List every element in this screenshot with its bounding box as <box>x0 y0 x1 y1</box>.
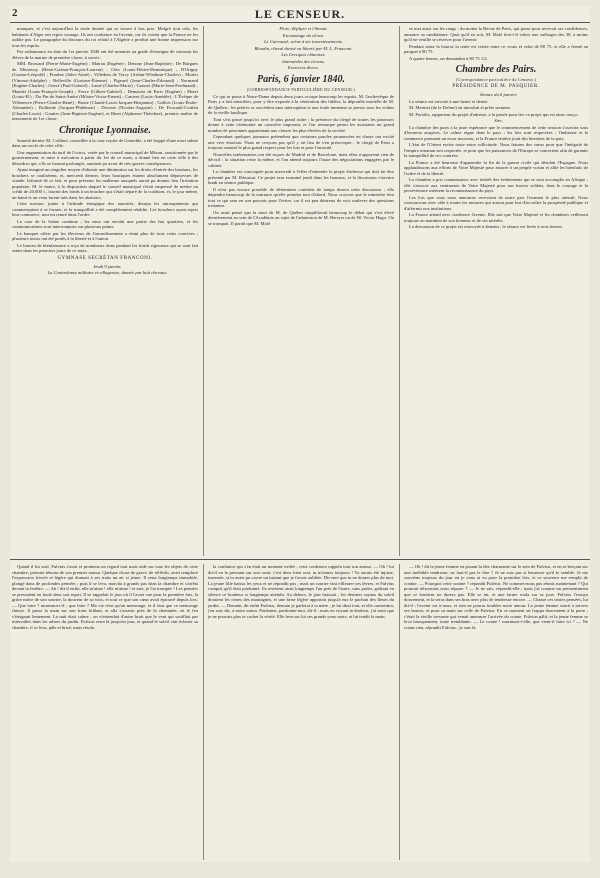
feuilleton-text: la confiance qui s'en était un moment exilée ; cette confiance rappela tout son amour. — Oh ! lui dit-il en la pressant sur son cœur, c'est donc bien vrai, tu m'aimes toujours ! Tu aurais été injuste, insensée, si tu avais pu croire un instant que je t'avais oubliée. Dis-moi que tu ne doutes plus de moi. La jeune fille baissa les yeux et ne répondit pas ; mais un sourire vint effleurer ses lèvres, et Fulvius comprit qu'il était pardonné. Ils restèrent ainsi longtemps l'un près de l'autre, sans parler, goûtant en silence ce bonheur si longtemps attendu. Au dehors, le jour baissait ; les derniers rayons du soleil doraient les cimes des montagnes, et une brise légère apportait jusqu'à eux le parfum des fleurs du jardin. — Demain, dit enfin Fulvius, demain je parlerai à ta mère ; je lui dirai tout, et elle consentira, j'en suis sûr, à notre union. Pardonne, pardonne-moi, dit-il ; mais en voyant ta douleur, j'ai senti que je ne pouvais plus te cacher la vérité. Elle leva sur lui ses grands yeux noirs, et lui tendit la main. <box>208 564 394 619</box>
section-heading-paris: Paris, 6 janvier 1840. <box>256 73 346 85</box>
theatre-program: La Contredanse militaire et villageoise, dansée par huit chevaux. <box>47 270 168 275</box>
article-paragraph: La crue de la Saône continue ; les eaux ont envahi une partie des bas quartiers, et les communications sont interrompues sur plusieurs points. <box>12 218 198 229</box>
feuilleton-separator <box>10 559 590 560</box>
column-divider <box>399 26 400 556</box>
masthead <box>10 6 590 23</box>
article-paragraph: Cependant quelques journaux prétendent que certaines paroles prononcées en chaire ont excité une vive émotion. Nous ne croyons pas qu'il y ait lieu de s'en préoccuper ; le clergé de Paris a toujours montré le plus grand respect pour les lois et pour l'autorité. <box>208 134 394 150</box>
article-paragraph: On avait pensé que la mort de M. de Quélen simplifierait beaucoup le débat qui s'est élevé dernièrement au sein de l'Académie au sujet de l'admission de M. Berryer ou de M. Victor Hugo. On se trompait. Il paraît que M. Molé <box>208 209 394 226</box>
article-paragraph: Il n'est pas encore possible de déterminer combien de temps durera cette discussion ; elle dépendra beaucoup de la tournure qu'elle prendra tout d'abord. Nous croyons que le ministère fera tout ce qui sera en son pouvoir pour l'éviter, car il est peu désireux de voir soulever des questions irritantes. <box>208 186 394 208</box>
column-divider <box>399 564 400 860</box>
program-item: Blondin, cheval dressé en liberté par M. L. Franconi. <box>254 45 353 51</box>
feuilleton-column-1 <box>12 564 198 860</box>
program-item: Intermèdes des clowns. <box>282 58 325 64</box>
column-1 <box>12 26 198 556</box>
program-item: Le Carrousel, scène à six travestissements. <box>264 39 343 44</box>
article-paragraph: Le bureau de bienfaisance a reçu de nombreux dons pendant les froids rigoureux qui se sont fait sentir dans les premiers jours de ce mois. <box>12 242 198 253</box>
column-3 <box>404 26 588 556</box>
page-number: 2 <box>12 7 18 19</box>
program-item: Flore, Zéphyre et l'Amour. <box>279 26 328 31</box>
feuilleton-text: — Oh ! dit la jeune femme en posant la tête charmante sur le sein de Fulvius, et en se berçant sur une ineffable tendresse, ne faut-il pas le dire ? Je ne suis pas si heureuse qu'il le semble. Je me souviens toujours du jour où je vous ai vu pour la première fois, et ce souvenir me remplit de crainte. — Pourquoi cette crainte ? répondit Fulvius. Ne sommes-nous pas réunis maintenant ? Qui pourrait désormais nous séparer ? — Je ne sais, répondit-elle ; mais j'ai comme un pressentiment que ce bonheur ne durera pas. Elle se tut, et une larme roula sur sa joue. Fulvius l'essuya doucement, et la serra dans ses bras avec plus de tendresse encore. — Chasse ces tristes pensées, lui dit-il ; l'avenir est à nous, et rien ne pourra troubler notre amour. La jeune femme sourit à travers ses larmes, et posa sa main sur celle de Fulvius. En ce moment on frappa doucement à la porte ; c'était la vieille servante qui venait annoncer l'arrivée du comte. Fulvius pâlit, et la jeune femme se leva brusquement, toute tremblante. — Le comte ! murmura-t-elle, que vient-il faire ici ? — Ne crains rien, répondit Fulvius ; je suis là. <box>404 564 588 630</box>
newspaper-title: LE CENSEUR. <box>254 6 346 21</box>
column-2 <box>208 26 394 556</box>
article-paragraph: A quatre heures, on demandait à 80 75 1/2. <box>409 55 488 61</box>
address-salutation: Sire, <box>494 118 503 123</box>
article-paragraph: Nouvelles intéressantes ont été reçues de Madrid et de Barcelone, mais elles n'apportent rien de décisif ; la situation reste la même, et l'on attend toujours l'issue des négociations engagées par le cabinet. <box>208 151 394 168</box>
article-paragraph: Les lois que vous nous annoncez recevront de notre part l'examen le plus attentif. Nous concourrons avec zèle à toutes les mesures qui auront pour but d'accroître la prospérité publique et d'affermir nos institutions. <box>404 194 588 211</box>
feuilleton-text: Quand il fut seul, Fulvius s'assit et promena un regard tout mais aide sur tous les objets de cette chambre, premier témoin de son premier amour. Quelque chose de grave, de réfléchi, avait remplacé l'expression frivole et légère qui donnait à ses traits un air si jeune. Il resta longtemps immobile, plongé dans de profondes pensées ; puis il se leva, marcha à grands pas dans la chambre et s'arrêta devant la fenêtre. — Ah ! dit-il enfin, elle m'aime ! elle m'aime ! et moi, je l'ai trompée ! Les pensées se pressaient en foule dans son esprit. Il se rappelait le jour où il l'avait vue pour la première fois, la grâce naïve de son sourire, la douceur de sa voix, et tout ce que son cœur avait éprouvé depuis lors. — Que faire ? murmura-t-il ; que faire ? Ma vie n'est qu'un mensonge, et il faut que ce mensonge finisse. Il passa la main sur son front brûlant, et alla s'asseoir près de la cheminée, où le feu s'éteignait lentement. La nuit était calme ; on n'entendait d'autre bruit que le vent qui soufflait par intervalles dans les arbres du jardin. Fulvius resta là jusqu'au jour, et quand le soleil vint éclairer sa chambre, il se leva, pâle et brisé, mais résolu. <box>12 564 198 630</box>
article-paragraph: La chambre est convoquée pour mercredi à l'effet d'entendre le projet d'adresse qui doit lui être présenté par M. Rémusat. Ce projet sera examiné jeudi dans les bureaux, et la discussion s'ouvrira lundi en séance publique. <box>208 169 394 185</box>
article-paragraph: Samedi dernier M. Coffinet, conseiller à la cour royale de Grenoble, a été frappé d'une mort subite dans un cercle de cette ville. <box>12 137 198 148</box>
section-heading-chronique-lyonnaise: Chronique Lyonnaise. <box>59 124 151 136</box>
article-paragraph: Ayant imaginé un singulier moyen d'obtenir une diminution sur les droits d'entrée des bestiaux, les bouchers se coalisèrent, et, mercredi dernier, leurs boutiques étaient absolument dépourvues de viande. Informé de ce fait, et pour prévenir les malheurs auxquels aurait pu donner lieu l'irritation populaire, M. le maire, à la disposition duquel le conseil municipal s'était empressé de mettre un crédit de 20,000 f., fournit des fonds à un boucher qui s'était séparé de la coalition, et, le jour même, un bœuf et un veau furent tués dans les abattoirs. <box>12 167 198 200</box>
article-paragraph: Cette mesure, jointe à l'attitude énergique des autorités, dissipa les attroupements qui commençaient à se former, et la tranquillité a été complètement rétablie. Les bouchers ayant repris leur commerce, tout est rentré dans l'ordre. <box>12 201 198 217</box>
column-divider <box>203 26 204 556</box>
article-paragraph: La France attend avec confiance l'avenir. Elle sait que Votre Majesté et les chambres veilleront toujours au maintien de son honneur et de ses intérêts. <box>404 212 588 223</box>
section-subheading: (CORRESPONDANCE PARTICULIÈRE DU CENSEUR.) <box>246 86 356 92</box>
feuilleton-column-3 <box>404 564 588 860</box>
article-paragraph: Ce qui se passe à Notre-Dame depuis deux jours occupe beaucoup les esprits. M. l'archevêque de Paris y a fait transférer, pour y être exposée à la vénération des fidèles, la dépouille mortelle de M. de Quélen ; les prières se succèdent sans interruption et une foule immense se presse sous les voûtes de la vieille basilique. <box>208 93 394 115</box>
article-paragraph: La séance est ouverte à une heure et demie. <box>409 98 489 104</box>
program-item: Escamotage du clown. <box>282 32 325 38</box>
article-paragraph: La discussion de ce projet est renvoyée à demain ; la séance est levée à trois heures. <box>409 224 563 229</box>
article-paragraph: Par ordonnance en date du 1er janvier 1840 ont été nommés au grade d'enseigne de vaisseau les élèves de la marine de première classe, à savoir : <box>12 49 198 60</box>
article-paragraph: M. Portalis, rapporteur du projet d'adresse, a la parole pour lire ce projet qui est ainsi conçu : <box>409 111 580 117</box>
article-paragraph: Tout s'est passé jusqu'ici avec le plus grand ordre ; la présence du clergé de toutes les paroisses donne à cette cérémonie un caractère imposant, et l'on remarque parmi les assistants un grand nombre de personnes appartenant aux classes les plus élevées de la société. <box>208 116 394 133</box>
article-paragraph: La chambre a pris connaissance avec intérêt des événements qui se sont accomplis en Afrique ; elle s'associe aux sentiments de Votre Majesté pour nos braves soldats, dont le courage et la persévérance méritent la reconnaissance du pays. <box>404 177 588 193</box>
article-paragraph: M. Mermet (de la Drôme) en introduit et prête serment. <box>409 105 511 110</box>
newspaper-page <box>10 6 590 862</box>
article-paragraph: se met aussi sur les rangs ; du moins la Revue de Paris, qui passe pour recevoir ses confidences, annonce sa candidature. Quoi qu'il en soit, M. Molé fera-t-il valoir aux suffrages des 38, à moins qu'il ne veuille se réserver pour l'avenir. <box>404 26 588 42</box>
article-paragraph: Une augmentation du tarif de l'octroi, votée par le conseil municipal de Mâcon, sanctionnée par le gouvernement, et mise à exécution à partir du 1er de ce mois, a donné lieu en cette ville à des désordres qui, s'ils se fussent prolongés, auraient pu avoir de très-graves conséquences. <box>12 149 198 166</box>
section-heading-chambre-des-pairs: Chambre des Pairs. <box>455 64 537 75</box>
program-item: Exercices divers. <box>287 65 320 70</box>
article-paragraph: monquer, et c'est aujourd'hui la seule denrée qui se trouve à bas prix. Malgré tout cela, les habitants d'Alger ont repris courage. Ils ont confiance en l'avenir, car ils voient que la France ne les oublie pas. Le paragraphe du discours du roi relatif à l'Algérie a produit une bonne impression sur tous les esprits. <box>12 26 198 48</box>
seance-date: Séance du 6 janvier. <box>480 92 517 97</box>
article-paragraph: L'état de l'Orient excite toute notre sollicitude. Nous faisons des vœux pour que l'intégrité de l'empire ottoman soit respectée, et pour que les puissances de l'Europe se concertent afin de garantir la tranquillité de ces contrées. <box>404 142 588 158</box>
column-divider <box>203 564 204 860</box>
article-paragraph: La chambre des pairs a la juste espérance que le commencement de cette session s'ouvrira sous d'heureux auspices. Le calme règne dans le pays ; les lois sont respectées ; l'industrie et le commerce prennent un essor nouveau, et la France entière jouit des bienfaits de la paix. <box>404 124 588 141</box>
article-paragraph: Le banquet offert par les électeurs de l'arrondissement a réuni plus de trois cents convives ; plusieurs toasts ont été portés à la liberté et à l'union. <box>12 230 198 241</box>
section-subheading: (Correspondance particulière du Censeur.) <box>455 77 537 82</box>
article-paragraph: Pendant toute la bourse la rente est restée entre ce cours et celui de 80 75, et elle a fermé au parquet à 80 75. <box>404 43 588 54</box>
feuilleton-column-2 <box>208 564 394 860</box>
theatre-name: GYMNASE SECRÉTAN FRANCONI. <box>57 255 153 261</box>
program-item: Les Grecques chinoises. <box>281 52 326 57</box>
presidence-heading: PRÉSIDENCE DE M. PASQUIER. <box>452 84 540 89</box>
names-list: MM. Brossard (Pierre-Marie-Eugène) ; Mairau (Eugène) ; Denoue (Jean-Baptiste) ; De Burgues de Missiessy (Henri-Gaëtan-François-Laurent) ; Orin (Louis-Désiré-Dominique) ; D'Origny (Gaston-Léopold) ; Prouhet (Jules-Aimé) ; Villedieu de Torcy (Arthur-Wladimir-Charles) ; Morier (Vincent-Adolphe) ; Belleville (Gustave-Étienne) ; Pigeard (Jean-Charles-Édouard) ; Normand (Eugène-Charles) ; Ouvré (Paul-Gabriel) ; Lainé (Charles-Marie) ; Grasset (Marie-Jean-Ferdinand) ; Maudet (Louis-François-Joseph) ; Favre (Gilbert-Gabriel) ; Demaretz de Paris (Eugène) ; Motet (Louis-H.) ; Du Pin de Saint-André (Hilaire-Victor-Ernest) ; Canivet (Louis-Amédée) ; L'Évêque de Villeneuve (Pierre-Charles-René) ; Bonie (Claude-Louis-Jacques-Benjamin) ; Gallois (Louis-Émile-Alexandre) ; Dollieule (Jacques-Philémon) ; Decoste (Nicolas-Auguste) ; De Foucault-Cottilat (Charles-Louis) ; Gautier (Jean-Baptiste-Eugène), et Binet (Alphonse-Théodore), premier maître de timonnerie de 1re classe. <box>12 61 198 121</box>
theatre-date: Jeudi 9 janvier. <box>93 263 122 269</box>
article-paragraph: La France a été heureuse d'apprendre la fin de la guerre civile qui désolait l'Espagne. Nous applaudissons aux efforts de Votre Majesté pour assurer à un peuple voisin et allié les bienfaits de l'ordre et de la liberté. <box>404 159 588 176</box>
